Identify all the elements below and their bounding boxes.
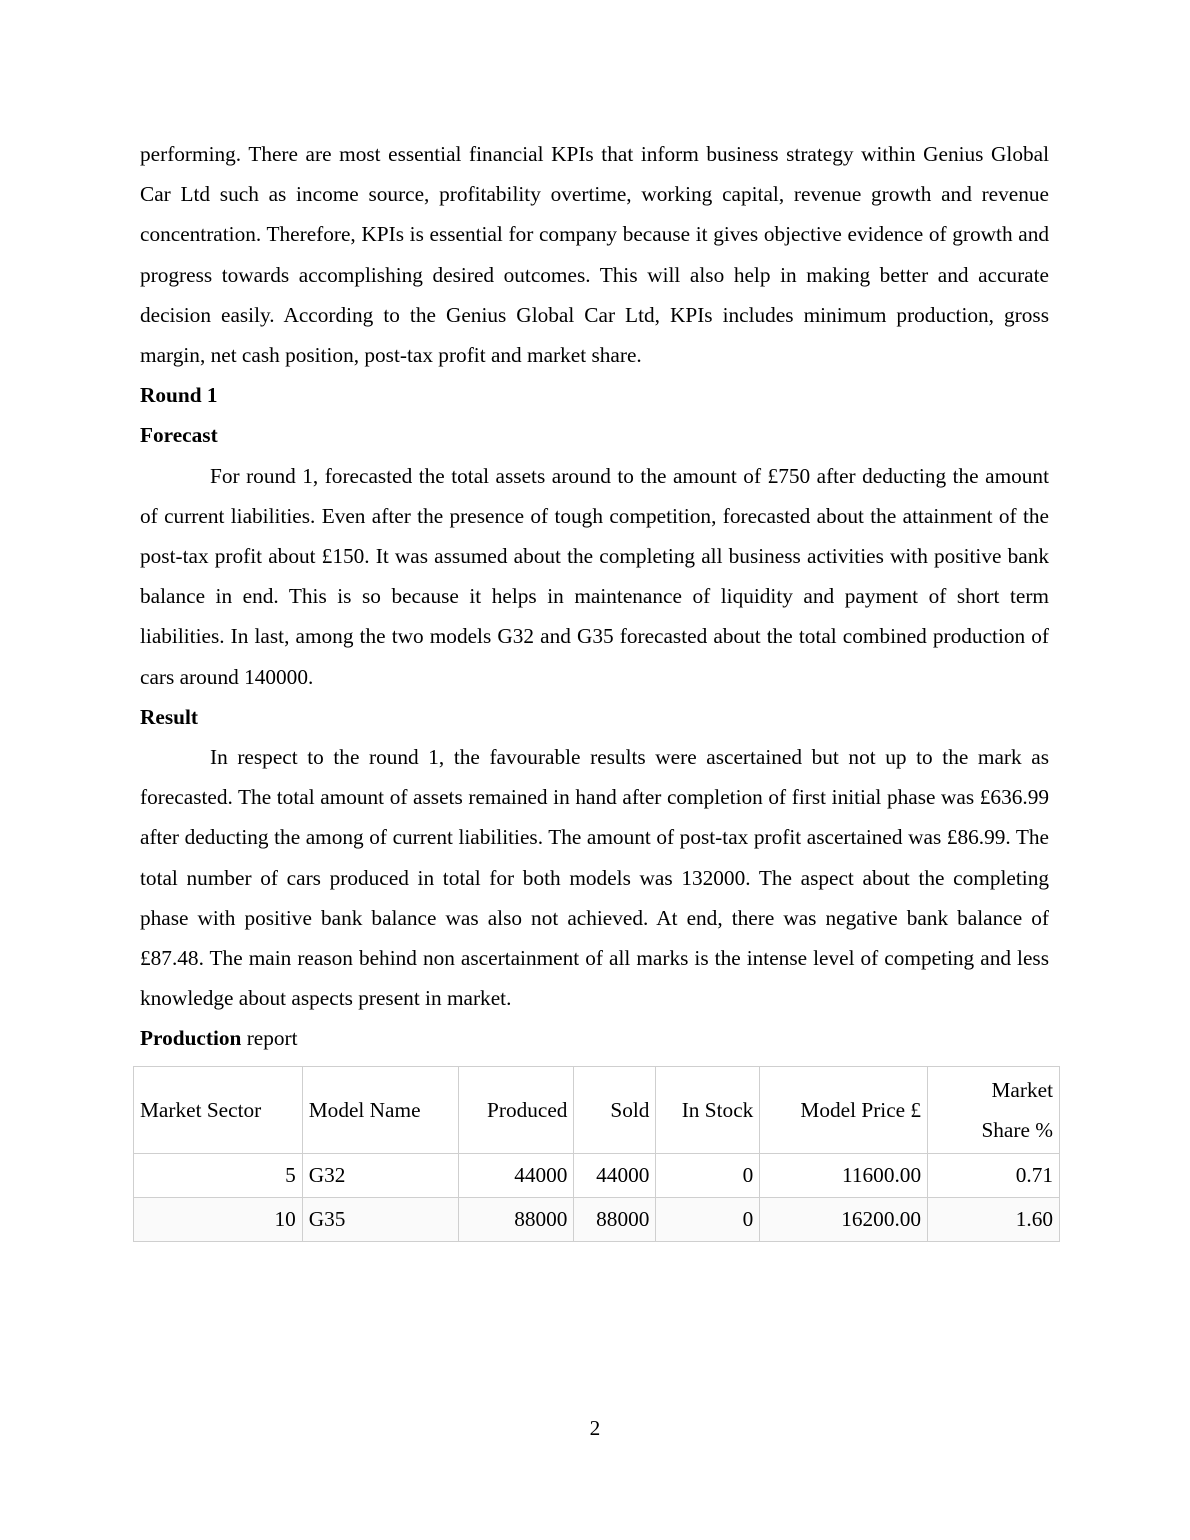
cell-in-stock: 0 [656, 1154, 760, 1198]
forecast-heading: Forecast [140, 423, 218, 448]
table-row [134, 1154, 1060, 1198]
header-in-stock: In Stock [656, 1067, 760, 1154]
header-sold: Sold [574, 1067, 656, 1154]
cell-produced: 88000 [458, 1198, 574, 1242]
forecast-paragraph: For round 1, forecasted the total assets around to the amount of £750 after deducting the amount of current liabilities. Even after the presence of tough competition, forecasted about the attainment of the post-tax profit about £150. It was assumed about the completing all business activities with positive bank balance in end. This is so because it helps in maintenance of liquidity and payment of short term liabilities. In last, among the two models G32 and G35 forecasted about the total combined production of cars around 140000. [140, 463, 1049, 689]
cell-model-price: 11600.00 [760, 1154, 928, 1198]
cell-market-sector: 5 [134, 1154, 303, 1198]
table-header-row [134, 1067, 1060, 1154]
header-market-share-line2: Share % [981, 1118, 1053, 1142]
report-caption [140, 1018, 1049, 1058]
cell-sold: 44000 [574, 1154, 656, 1198]
header-model-name: Model Name [302, 1067, 458, 1154]
cell-in-stock: 0 [656, 1198, 760, 1242]
intro-paragraph: performing. There are most essential financial KPIs that inform business strategy within Genius Global Car Ltd such as income source, profitability overtime, working capital, revenue growth and revenue concentration. Therefore, KPIs is essential for company because it gives objective evidence of growth and progress towards accomplishing desired outcomes. This will also help in making better and accurate decision easily. According to the Genius Global Car Ltd, KPIs includes minimum production, gross margin, net cash position, post-tax profit and market share. [140, 142, 1049, 368]
cell-sold: 88000 [574, 1198, 656, 1242]
cell-model-name: G32 [302, 1154, 458, 1198]
round-heading: Round 1 [140, 383, 218, 408]
table-row [134, 1198, 1060, 1242]
page-number: 2 [589, 1416, 601, 1440]
header-produced: Produced [458, 1067, 574, 1154]
header-market-share [928, 1067, 1060, 1154]
report-caption-bold: Production [140, 1026, 242, 1051]
cell-market-sector: 10 [134, 1198, 303, 1242]
cell-market-share: 0.71 [928, 1154, 1060, 1198]
header-market-share-line1: Market [991, 1078, 1053, 1102]
result-paragraph: In respect to the round 1, the favourable results were ascertained but not up to the mark as forecasted. The total amount of assets remained in hand after completion of first initial phase was £636.99 after deducting the among of current liabilities. The amount of post-tax profit ascertained was £86.99. The total number of cars produced in total for both models was 132000. The aspect about the completing phase with positive bank balance was also not achieved. At end, there was negative bank balance of £87.48. The main reason behind non ascertainment of all marks is the intense level of competing and less knowledge about aspects present in market. [140, 745, 1049, 1011]
page-body [140, 134, 1049, 1059]
cell-market-share: 1.60 [928, 1198, 1060, 1242]
production-report-table [133, 1066, 1060, 1242]
header-model-price: Model Price £ [760, 1067, 928, 1154]
result-heading: Result [140, 704, 198, 729]
cell-produced: 44000 [458, 1154, 574, 1198]
cell-model-name: G35 [302, 1198, 458, 1242]
report-caption-rest: report [241, 1026, 298, 1051]
header-market-sector: Market Sector [134, 1067, 303, 1154]
cell-model-price: 16200.00 [760, 1198, 928, 1242]
